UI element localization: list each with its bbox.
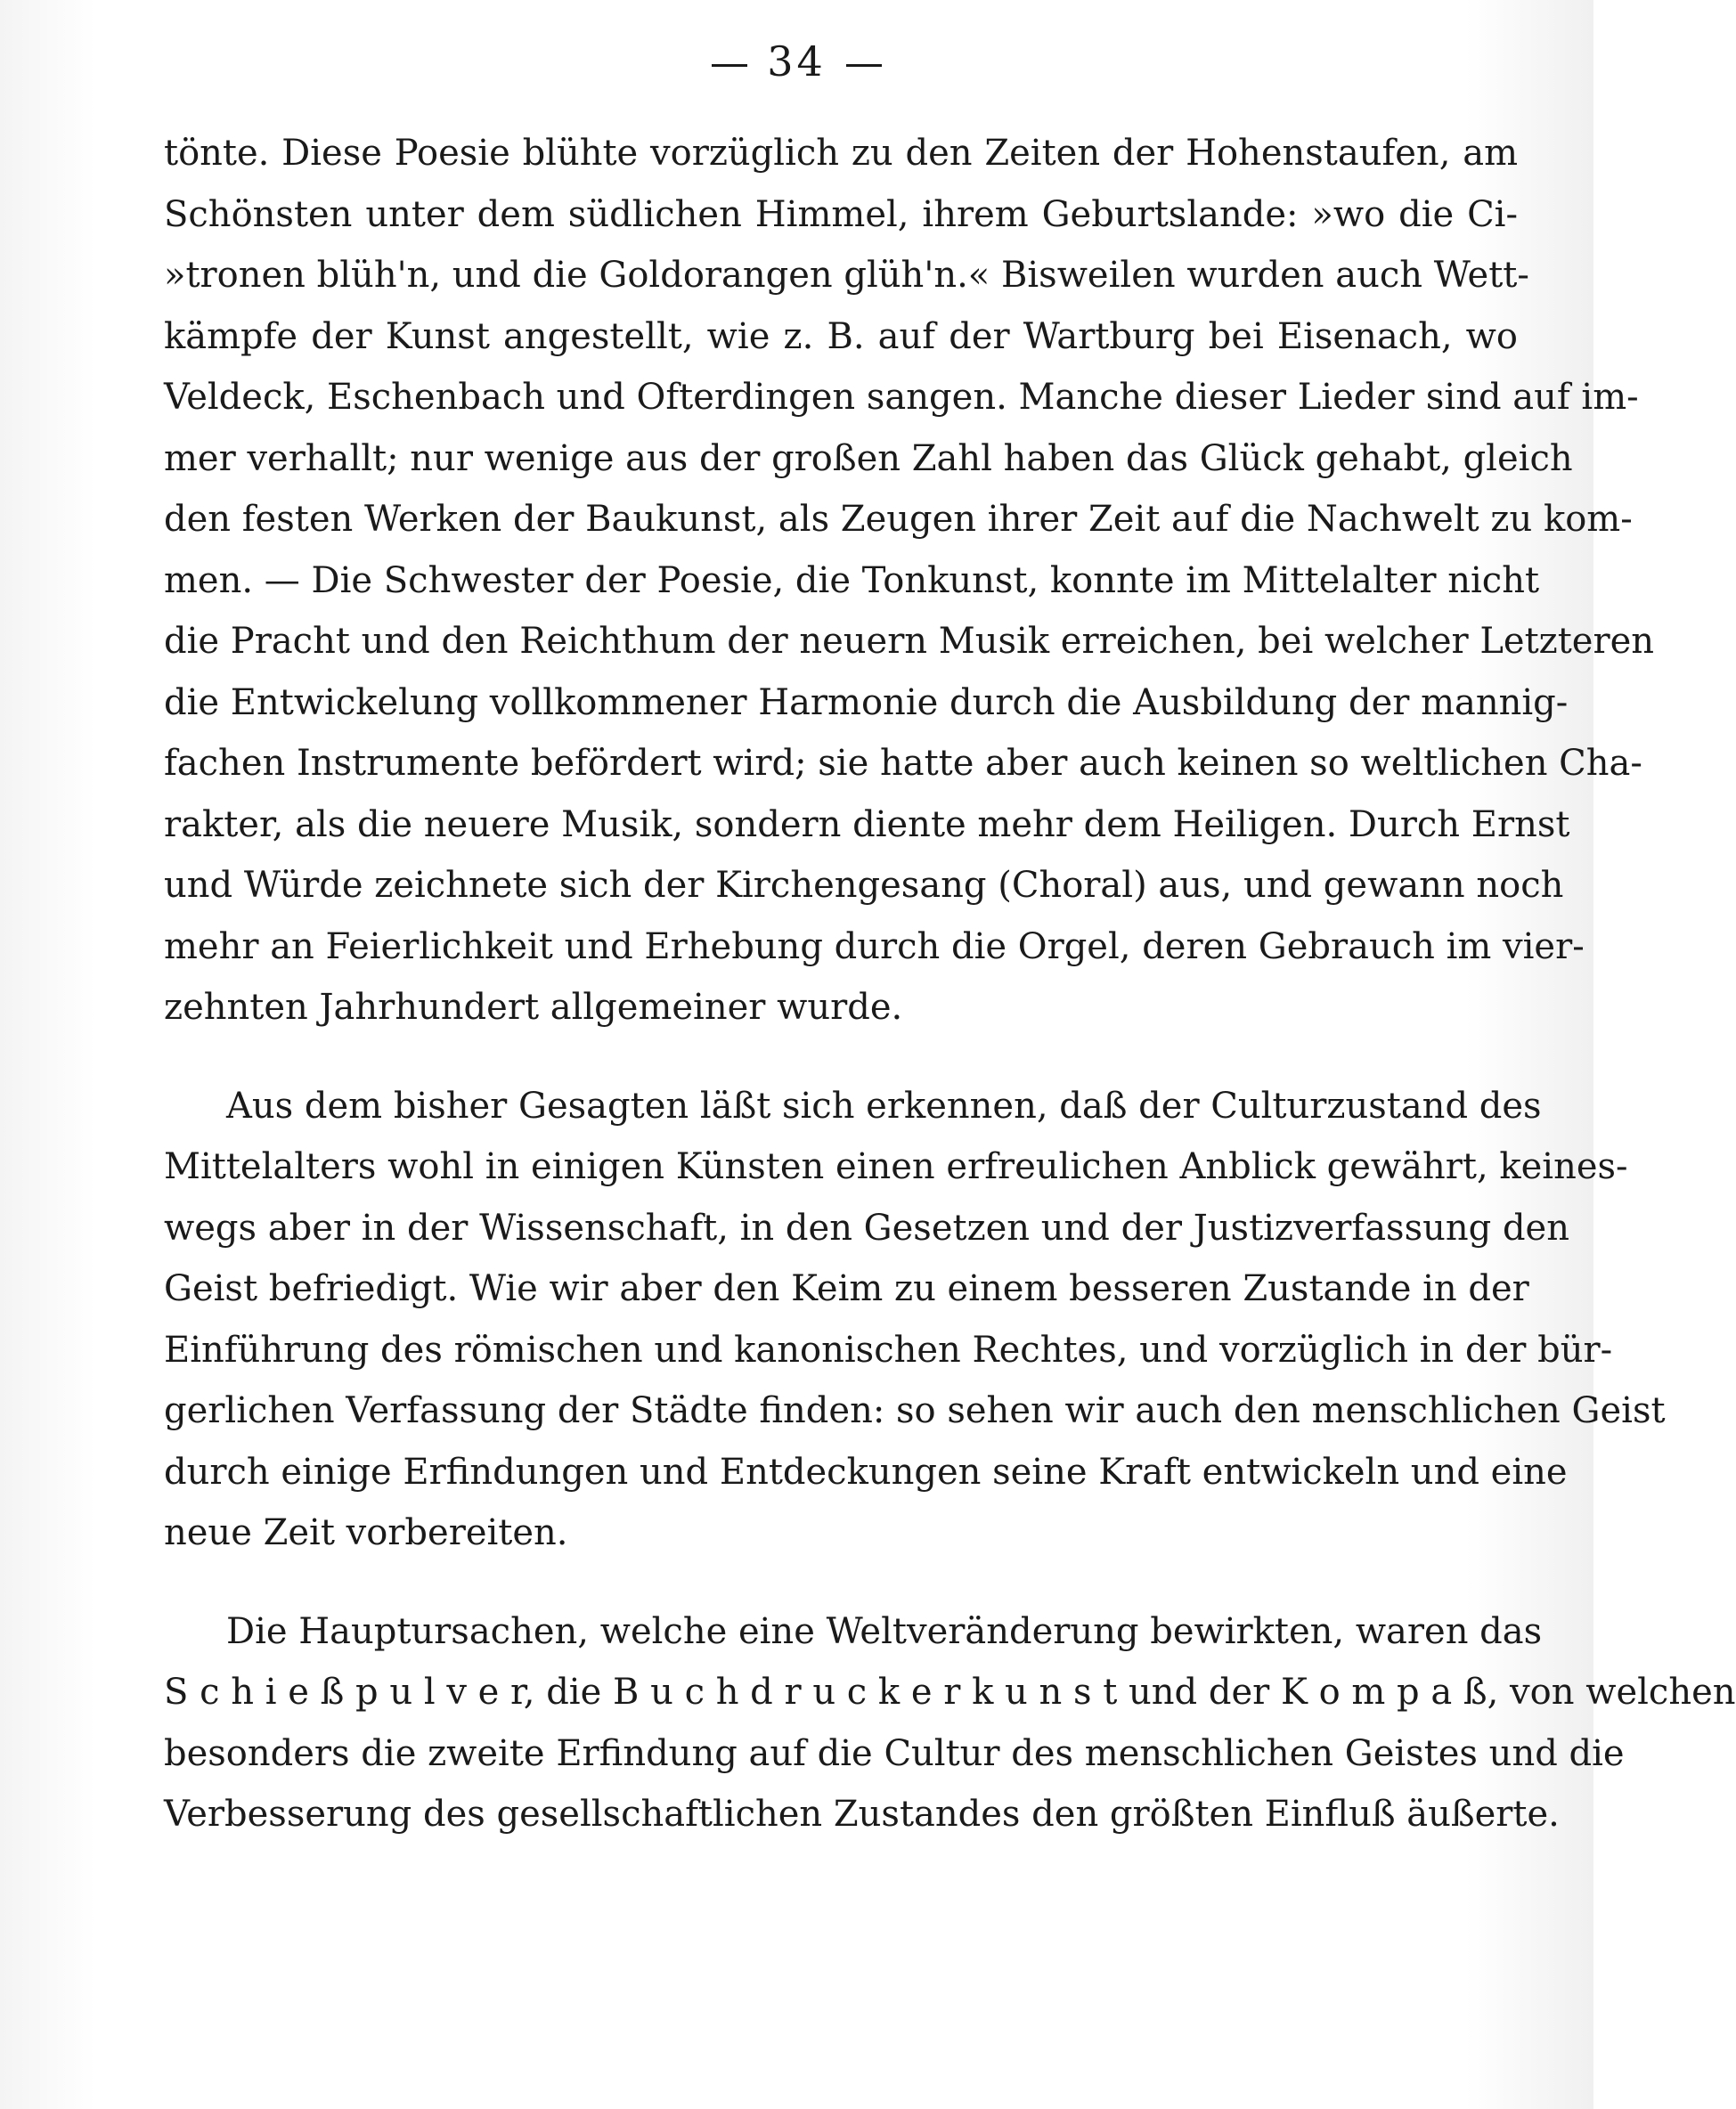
text-line: Veldeck, Eschenbach und Ofterdingen sangen. Manche dieser Lieder sind auf im-: [164, 377, 1639, 418]
text-line: tönte. Diese Poesie blühte vorzüglich zu den Zeiten der Hohenstaufen, am: [164, 133, 1518, 174]
body-text: [164, 123, 1736, 1845]
text-line: kämpfe der Kunst angestellt, wie z. B. auf der Wartburg bei Eisenach, wo: [164, 315, 1518, 357]
text-line: wegs aber in der Wissenschaft, in den Gesetzen und der Justizverfassung den: [164, 1207, 1569, 1249]
text-line: besonders die zweite Erfindung auf die Cultur des menschlichen Geistes und die: [164, 1732, 1625, 1774]
text-line: Geist befriedigt. Wie wir aber den Keim zu einem besseren Zustande in der: [164, 1268, 1529, 1309]
text-line: Aus dem bisher Gesagten läßt sich erkennen, daß der Culturzustand des: [226, 1085, 1542, 1127]
text-line: neue Zeit vorbereiten.: [164, 1512, 568, 1553]
left-dash: [712, 64, 747, 67]
text-line: S c h i e ß p u l v e r, die B u c h d r u c k e r k u n s t und der K o m p a ß, von welchen: [164, 1672, 1736, 1713]
paragraph-gap: [164, 1564, 1518, 1601]
paragraph-gap: [164, 1038, 1518, 1076]
paragraph-1: [164, 123, 1655, 1038]
text-line: fachen Instrumente befördert wird; sie hatte aber auch keinen so weltlichen Cha-: [164, 743, 1642, 784]
text-line: »tronen blüh'n, und die Goldorangen glüh'n.« Bisweilen wurden auch Wett-: [164, 255, 1529, 296]
text-line: durch einige Erfindungen und Entdeckungen seine Kraft entwickeln und eine: [164, 1451, 1568, 1493]
text-line: Die Hauptursachen, welche eine Weltveränderung bewirkten, waren das: [226, 1610, 1543, 1652]
text-line: Verbesserung des gesellschaftlichen Zustandes den größten Einfluß äußerte.: [164, 1794, 1560, 1835]
text-line: men. — Die Schwester der Poesie, die Tonkunst, konnte im Mittelalter nicht: [164, 559, 1540, 601]
text-line: die Entwickelung vollkommener Harmonie durch die Ausbildung der mannig-: [164, 681, 1569, 723]
text-line: Mittelalters wohl in einigen Künsten einen erfreulichen Anblick gewährt, keines-: [164, 1146, 1628, 1187]
text-line: Einführung des römischen und kanonischen Rechtes, und vorzüglich in der bür-: [164, 1329, 1613, 1371]
text-line: mehr an Feierlichkeit und Erhebung durch die Orgel, deren Gebrauch im vier-: [164, 925, 1585, 967]
page-number: 34: [767, 37, 827, 86]
right-dash: [846, 64, 882, 67]
text-line: zehnten Jahrhundert allgemeiner wurde.: [164, 987, 903, 1028]
text-line: mer verhallt; nur wenige aus der großen Zahl haben das Glück gehabt, gleich: [164, 437, 1573, 479]
text-line: und Würde zeichnete sich der Kirchengesang (Choral) aus, und gewann noch: [164, 865, 1564, 906]
page-number-header: [0, 37, 1593, 86]
text-line: die Pracht und den Reichthum der neuern Musik erreichen, bei welcher Letzteren: [164, 621, 1655, 662]
paragraph-2: [164, 1076, 1666, 1564]
text-line: gerlichen Verfassung der Städte finden: so sehen wir auch den menschlichen Geist: [164, 1390, 1666, 1431]
text-line: rakter, als die neuere Musik, sondern diente mehr dem Heiligen. Durch Ernst: [164, 803, 1570, 845]
text-line: Schönsten unter dem südlichen Himmel, ihrem Geburtslande: »wo die Ci-: [164, 193, 1518, 235]
text-line: den festen Werken der Baukunst, als Zeugen ihrer Zeit auf die Nachwelt zu kom-: [164, 499, 1633, 540]
paragraph-3: [164, 1601, 1736, 1845]
